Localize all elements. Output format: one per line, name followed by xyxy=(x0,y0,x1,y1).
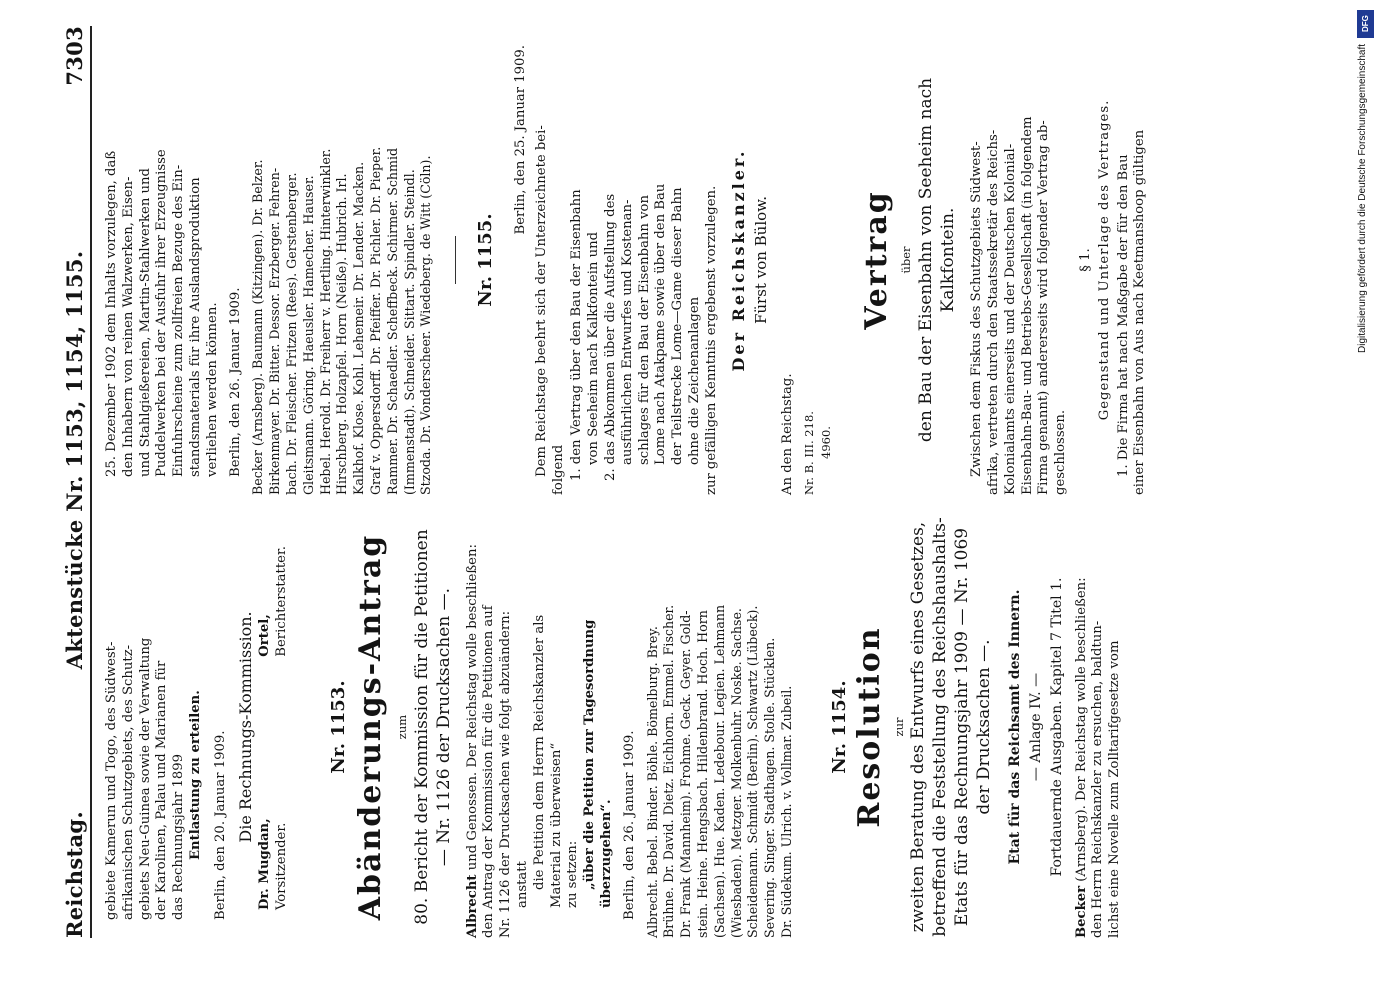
text-line: Hirschberg. Holzapfel. Horn (Neiße). Hubrich. Irl. xyxy=(334,173,350,495)
text-line: der Karolinen, Palau und Marianen für xyxy=(154,660,170,920)
text-line: gebiete Kamerun und Togo, des Südwest- xyxy=(104,641,119,920)
text-line: stein. Heine. Hengsbach. Hildenbrand. Hoch. Horn xyxy=(694,610,710,938)
credit-text: Digitalisierung gefördert durch die Deutsche Forschungsgemeinschaft xyxy=(1357,44,1368,354)
document-subtitle: Etats für das Rechnungsjahr 1909 — Nr. 1069 xyxy=(952,527,973,927)
right-column xyxy=(104,25,1149,495)
list-item: 1. den Vertrag über den Bau der Eisenbahn xyxy=(569,189,585,481)
signature-left xyxy=(257,818,291,910)
document-number: Nr. 1154. xyxy=(828,680,850,774)
signer-name: Dr. Mugdan, xyxy=(257,818,273,910)
bold-quote: „über die Petition zur Tagesordnung xyxy=(582,619,598,890)
text-line: Dr. Frank (Mannheim). Frohme. Geck. Geyer. Gold- xyxy=(678,610,694,938)
text-line: Graf v. Oppersdorff. Dr. Pfeiffer. Dr. Pichler. Dr. Pieper. xyxy=(367,146,383,495)
document-number: Nr. 1153. xyxy=(327,680,349,774)
text-line: anstatt xyxy=(514,861,530,908)
document-subtitle: den Bau der Eisenbahn von Seeheim nach xyxy=(916,77,937,443)
text-line: afrika, vertreten durch den Staatssekretär des Reichs- xyxy=(986,129,1002,495)
list-item: von Seeheim nach Kalkfontein und xyxy=(586,231,602,465)
motion-author: Albrecht xyxy=(464,874,480,938)
section-heading: Gegenstand und Unterlage des Vertrages. xyxy=(1096,99,1112,421)
signer-role: Berichterstatter. xyxy=(274,546,290,657)
signers-list xyxy=(645,516,796,938)
motion-block xyxy=(465,516,616,938)
document-subtitle: 80. Bericht der Kommission für die Petitionen xyxy=(411,529,432,925)
page-number: 7303 xyxy=(62,26,87,86)
text-line: den Antrag der Kommission für die Petitionen auf xyxy=(481,605,497,938)
section-heading: Etat für das Reichsamt des Innern. xyxy=(1007,589,1024,865)
reference-number: Nr. B. III. 218. xyxy=(801,411,816,495)
signer-name: Ortel, xyxy=(257,614,273,657)
closing-line: zur gefälligen Kenntnis ergebenst vorzulegen. xyxy=(703,185,719,495)
text-line: standsmaterials für ihre Auslandsproduktion xyxy=(187,177,203,477)
header-rule xyxy=(90,26,92,938)
text-line: Hebel. Herold. Dr. Freiherr v. Hertling. Hinterwinkler. xyxy=(317,148,333,495)
document-title: Abänderungs-Antrag xyxy=(352,533,388,921)
text-line: Zwischen dem Fiskus des Schutzgebiets Südwest- xyxy=(969,141,985,477)
text-line: Gleitsmann. Göring. Haeusler. Hamecher. Hauser. xyxy=(300,175,316,495)
dfg-logo: DFG xyxy=(1357,10,1374,38)
list-item: ohne die Zeichenanlagen xyxy=(686,296,702,465)
date-line: Berlin, den 26. Januar 1909. xyxy=(621,730,637,920)
signature-block xyxy=(257,516,291,938)
digitization-credit xyxy=(1355,0,1383,1000)
text-line: folgend xyxy=(550,444,566,495)
text-line: 1. Die Firma hat nach Maßgabe der für den Bau xyxy=(1115,154,1131,477)
date-line: Berlin, den 20. Januar 1909. xyxy=(212,730,228,920)
text-line: geschlossen. xyxy=(1053,409,1069,495)
text-line: Albrecht und Genossen. Der Reichstag wolle beschließen: xyxy=(464,544,480,938)
text-line: Dem Reichstage beehrt sich der Unterzeichnete bei- xyxy=(533,125,549,477)
text-line: Kalkhof. Klose. Kohl. Lehemeir. Dr. Lender. Macken. xyxy=(351,161,367,495)
document-number: Nr. 1155. xyxy=(475,213,497,307)
separator-rule xyxy=(455,236,456,284)
text-line: zu setzen: xyxy=(565,840,581,908)
text-line: Firma genannt) andererseits wird folgender Vertrag ab- xyxy=(1036,120,1052,495)
date-line: Berlin, den 26. Januar 1909. xyxy=(227,287,243,477)
document-subtitle: zweiten Beratung des Entwurfs eines Gesetzes, xyxy=(908,521,929,933)
connector-word: zur xyxy=(891,717,906,737)
section-heading: Fortdauernde Ausgaben. Kapitel 7 Titel 1. xyxy=(1048,577,1065,877)
document-title: Resolution xyxy=(851,626,887,828)
contract-body xyxy=(969,25,1070,495)
text-line: Stzoda. Dr. Vonderscheer. Wiedeberg. de Witt (Cöln). xyxy=(418,155,434,495)
text-line: gebiets Neu-Guinea sowie der Verwaltung xyxy=(137,637,153,920)
list-item: 2. das Abkommen über die Aufstellung des xyxy=(602,193,618,481)
resolution-block xyxy=(1074,516,1124,938)
signers-list xyxy=(250,25,435,495)
signature-title: Der Reichskanzler. xyxy=(728,148,748,372)
text-line: Kolonialamts einerseits und der Deutschen Kolonial- xyxy=(1002,143,1018,495)
list-item: der Teilstrecke Lome—Game dieser Bahn xyxy=(670,187,686,465)
text-line: Becker (Arnsberg). Baumann (Kitzingen). Dr. Belzer. xyxy=(250,159,266,495)
text-line: einer Eisenbahn von Aus nach Keetmanshoop gültigen xyxy=(1132,129,1148,495)
list-item: Lome nach Atakpame sowie über den Bau xyxy=(653,183,669,465)
date-line: Berlin, den 25. Januar 1909. xyxy=(512,45,528,235)
bold-quote: überzugehen“. xyxy=(598,799,614,908)
text-line: den Herrn Reichskanzler zu ersuchen, baldtun- xyxy=(1090,620,1106,938)
text-line: Material zu überweisen“ xyxy=(548,742,564,908)
document-subtitle: Kalkfontein. xyxy=(938,207,959,313)
item-list xyxy=(569,25,703,495)
intro-block xyxy=(104,516,205,938)
text-line: (Sachsen). Hue. Kaden. Ledebour. Legien. Lehmann xyxy=(711,604,727,938)
text-line: Birkenmayer. Dr. Bitter. Dessor. Erzberger. Fehren- xyxy=(267,167,283,495)
commission-name: Die Rechnungs-Kommission. xyxy=(235,611,255,843)
text-line: Severing. Singer. Stadthagen. Stolle. Stücklen. xyxy=(762,637,778,938)
text-line: das Rechnungsjahr 1899 xyxy=(171,753,187,920)
text-line: Eisenbahn-Bau- und Betriebs-Gesellschaft (in folgendem xyxy=(1019,116,1035,495)
text-line: Brühne. Dr. David. Dietz. Eichhorn. Emmel. Fischer. xyxy=(661,604,677,938)
reference-number: 4960. xyxy=(818,426,833,459)
text-line: (Immenstadt). Schneider. Sittart. Spindler. Steindl. xyxy=(401,169,417,495)
addressee: An den Reichstag. xyxy=(780,373,796,495)
signature-right xyxy=(257,546,291,657)
text-line: verliehen werden können. xyxy=(204,302,220,477)
left-column xyxy=(104,516,1124,938)
text-line: Puddelwerken bei der Ausfuhr ihrer Erzeugnisse xyxy=(154,149,170,477)
signer-role: Vorsitzender. xyxy=(274,822,290,910)
document-subtitle: der Drucksachen —. xyxy=(974,639,995,815)
text-line: Becker (Arnsberg). Der Reichstag wolle beschließen: xyxy=(1073,577,1089,938)
letter-intro xyxy=(534,25,568,495)
document-subtitle: betreffend die Feststellung des Reichshaushalts- xyxy=(930,517,951,937)
header-center: Aktenstücke Nr. 1153, 1154, 1155. xyxy=(62,250,87,670)
list-item: schlages für den Bau der Eisenbahn von xyxy=(636,195,652,465)
text-line: die Petition dem Herrn Reichskanzler als xyxy=(531,614,547,890)
intro-bold: Entlastung zu erteilen. xyxy=(187,690,203,860)
text-line: Einfuhrscheine zum zollfreien Bezuge des Ein- xyxy=(171,164,187,477)
text-line: afrikanischen Schutzgebiets, des Schutz- xyxy=(120,644,136,920)
section-mark: § 1. xyxy=(1078,248,1094,272)
connector-word: zum xyxy=(394,714,409,740)
text-line: Dr. Südekum. Ulrich. v. Vollmar. Zubeil. xyxy=(778,685,794,938)
document-title: Vertrag xyxy=(859,190,895,330)
signature-name: Fürst von Bülow. xyxy=(752,196,771,325)
connector-word: über xyxy=(899,246,914,274)
contract-clause xyxy=(1116,25,1150,495)
text-line: Scheidemann. Schmidt (Berlin). Schwartz (Lübeck). xyxy=(745,605,761,938)
text-line: Albrecht. Bebel. Binder. Böhle. Bömelburg. Brey. xyxy=(644,626,660,938)
section-heading: — Anlage IV. — xyxy=(1028,672,1045,782)
text-line: und Stahlgießereien, Martin-Stahlwerken und xyxy=(137,168,153,477)
text-line: bach. Dr. Fleischer. Fritzen (Rees). Gerstenberger. xyxy=(283,172,299,495)
document-subtitle: — Nr. 1126 der Drucksachen —. xyxy=(433,587,454,867)
text-line: den Inhabern von reinen Walzwerken, Eisen- xyxy=(120,176,136,477)
header-left: Reichstag. xyxy=(62,811,87,938)
continuation-block xyxy=(104,25,222,495)
text-line: Nr. 1126 der Drucksachen wie folgt abzuändern: xyxy=(498,610,514,938)
resolution-author: Becker xyxy=(1073,885,1089,938)
text-line: 25. Dezember 1902 dem Inhalts vorzulegen, daß xyxy=(104,150,119,477)
text-line: lichst eine Novelle zum Zolltarifgesetze vom xyxy=(1107,640,1123,938)
text-line: Rammer. Dr. Schaedler. Scheffbeck. Schirmer. Schmid xyxy=(384,147,400,495)
text-line: (Wiesbaden). Metzger. Molkenbuhr. Noske. Sachse. xyxy=(728,608,744,938)
list-item: ausführlichen Entwurfes und Kostenan- xyxy=(619,199,635,465)
